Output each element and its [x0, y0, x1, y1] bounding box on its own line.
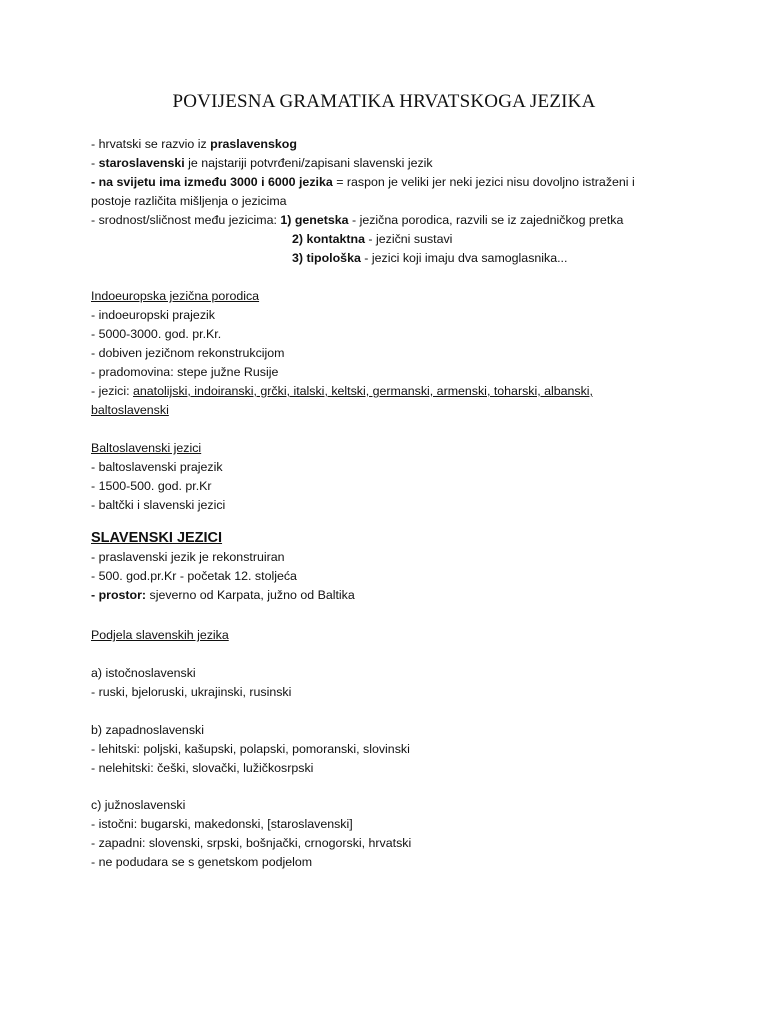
east-slavic-title: a) istočnoslavenski	[91, 666, 196, 680]
list-item: - ne podudara se s genetskom podjelom	[91, 855, 313, 869]
list-item: - zapadni: slovenski, srpski, bošnjački, crnogorski, hrvatski	[91, 836, 412, 850]
east-slavic-group	[91, 664, 691, 702]
list-item: - 500. god.pr.Kr - početak 12. stoljeća	[91, 569, 297, 583]
slavic-heading: SLAVENSKI JEZICI	[91, 530, 223, 546]
baltoslavic-heading: Baltoslavenski jezici	[91, 441, 202, 455]
indoeuropean-heading: Indoeuropska jezična porodica	[91, 289, 260, 303]
list-item: - prostor: sjeverno od Karpata, južno od Baltika	[91, 588, 355, 602]
west-slavic-title: b) zapadnoslavenski	[91, 723, 204, 737]
list-item: - istočni: bugarski, makedonski, [staroslavenski]	[91, 817, 353, 831]
intro-line-2: - staroslavenski je najstariji potvrđeni/zapisani slavenski jezik	[91, 156, 433, 170]
list-item: - pradomovina: stepe južne Rusije	[91, 365, 279, 379]
slavic-section	[91, 529, 691, 605]
intro-line-4: - srodnost/sličnost među jezicima: 1) genetska - jezična porodica, razvili se iz zajedničkog pretka	[91, 213, 624, 227]
languages-line: - jezici: anatolijski, indoiranski, grčki, italski, keltski, germanski, armenski, toharski, albanski, baltoslavenski	[91, 384, 593, 417]
list-item: - baltčki i slavenski jezici	[91, 498, 226, 512]
intro-line-1: - hrvatski se razvio iz praslavenskog	[91, 137, 297, 151]
intro-line-3: - na svijetu ima između 3000 i 6000 jezika = raspon je veliki jer neki jezici nisu dovoljno istraženi i postoje različita mišljenja o jezicima	[91, 175, 635, 208]
document-title: POVIJESNA GRAMATIKA HRVATSKOGA JEZIKA	[172, 91, 596, 112]
list-item: - 5000-3000. god. pr.Kr.	[91, 327, 222, 341]
list-item: - lehitski: poljski, kašupski, polapski, pomoranski, slovinski	[91, 742, 410, 756]
indoeuropean-section	[91, 287, 691, 420]
intro-section	[91, 135, 691, 268]
south-slavic-title: c) južnoslavenski	[91, 798, 186, 812]
baltoslavic-section	[91, 439, 691, 515]
intro-line-6: 3) tipološka - jezici koji imaju dva samoglasnika...	[292, 251, 568, 265]
list-item: - nelehitski: češki, slovački, lužičkosrpski	[91, 761, 314, 775]
division-heading: Podjela slavenskih jezika	[91, 628, 229, 642]
list-item: - baltoslavenski prajezik	[91, 460, 223, 474]
list-item: - praslavenski jezik je rekonstruiran	[91, 550, 285, 564]
list-item: - ruski, bjeloruski, ukrajinski, rusinski	[91, 685, 292, 699]
intro-line-5: 2) kontaktna - jezični sustavi	[292, 232, 453, 246]
list-item: - dobiven jezičnom rekonstrukcijom	[91, 346, 285, 360]
division-section	[91, 626, 691, 645]
south-slavic-group	[91, 796, 691, 872]
west-slavic-group	[91, 721, 691, 778]
list-item: - indoeuropski prajezik	[91, 308, 215, 322]
list-item: - 1500-500. god. pr.Kr	[91, 479, 212, 493]
